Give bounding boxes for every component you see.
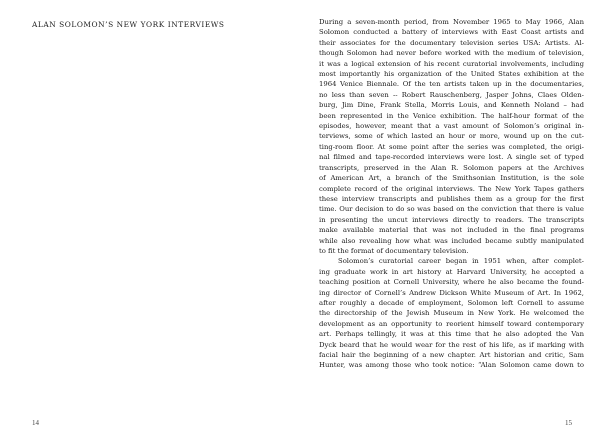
paragraph-1 (319, 17, 584, 256)
text-line: ting-room floor. At some point after the series was completed, the origi- (319, 142, 584, 151)
paragraph-2 (319, 256, 584, 370)
text-line: no less than seven -- Robert Rauschenberg, Jasper Johns, Claes Olden- (319, 90, 584, 99)
text-line: make available material that was not included in the final programs (319, 226, 584, 235)
text-line: burg, Jim Dine, Frank Stella, Morris Louis, and Kenneth Noland – had (319, 101, 584, 110)
right-page (300, 0, 600, 447)
text-line: 1964 Venice Biennale. Of the ten artists taken up in the documentaries, (319, 80, 584, 89)
text-line: terviews, some of which lasted an hour or more, wound up on the cut- (319, 132, 584, 141)
text-line: Dyck beard that he would wear for the rest of his life, as if marking with (319, 340, 584, 349)
text-line: been represented in the Venice exhibition. The half-hour format of the (319, 111, 584, 120)
text-line: art. Perhaps tellingly, it was at this time that he also adopted the Van (319, 330, 584, 339)
text-line: Solomon conducted a battery of interviews with East Coast artists and (319, 28, 584, 37)
text-line: most importantly his organization of the United States exhibition at the (319, 70, 584, 79)
text-line: to fit the format of documentary television. (319, 246, 469, 255)
text-line: of American Art, a branch of the Smithsonian Institution, is the sole (319, 174, 584, 183)
text-line: while also revealing how what was included became subtly manipulated (319, 236, 584, 245)
text-line: these interview transcripts and publishes them as a group for the first (319, 194, 584, 203)
text-line: Hunter, was among those who took notice: “Alan Solomon came down to (319, 361, 584, 370)
text-line: it was a logical extension of his recent curatorial involvements, including (319, 59, 584, 68)
text-line: transcripts, preserved in the Alan R. Solomon papers at the Archives (319, 163, 584, 172)
text-line: after roughly a decade of employment, Solomon left Cornell to assume (319, 298, 584, 307)
text-line: ing director of Cornell’s Andrew Dickson White Museum of Art. In 1962, (319, 288, 584, 297)
text-line: time. Our decision to do so was based on the conviction that there is value (319, 205, 584, 214)
page-number-right: 15 (565, 419, 572, 427)
text-line: episodes, however, meant that a vast amount of Solomon’s original in- (319, 122, 584, 131)
text-line: the directorship of the Jewish Museum in New York. He welcomed the (319, 309, 584, 318)
text-line: complete record of the original interviews. The New York Tapes gathers (319, 184, 584, 193)
text-line: During a seven-month period, from November 1965 to May 1966, Alan (319, 18, 584, 26)
text-line: teaching position at Cornell University, where he also became the found- (319, 278, 584, 287)
body-text (319, 17, 584, 371)
text-line: Solomon’s curatorial career began in 1951 when, after complet- (338, 257, 584, 266)
text-line: in presenting the uncut interviews directly to readers. The transcripts (319, 215, 584, 224)
running-head: ALAN SOLOMON’S NEW YORK INTERVIEWS (32, 20, 225, 29)
text-line: facial hair the beginning of a new chapter. Art historian and critic, Sam (319, 351, 584, 359)
text-line: though Solomon had never before worked with the medium of television, (319, 49, 584, 58)
text-line: development as an opportunity to reorient himself toward contemporary (319, 319, 584, 328)
text-line: nal filmed and tape-recorded interviews were lost. A single set of typed (319, 153, 584, 162)
text-line: their associates for the documentary television series USA: Artists. Al- (319, 38, 584, 47)
page-number-left: 14 (32, 419, 39, 427)
text-line: ing graduate work in art history at Harvard University, he accepted a (319, 267, 584, 276)
